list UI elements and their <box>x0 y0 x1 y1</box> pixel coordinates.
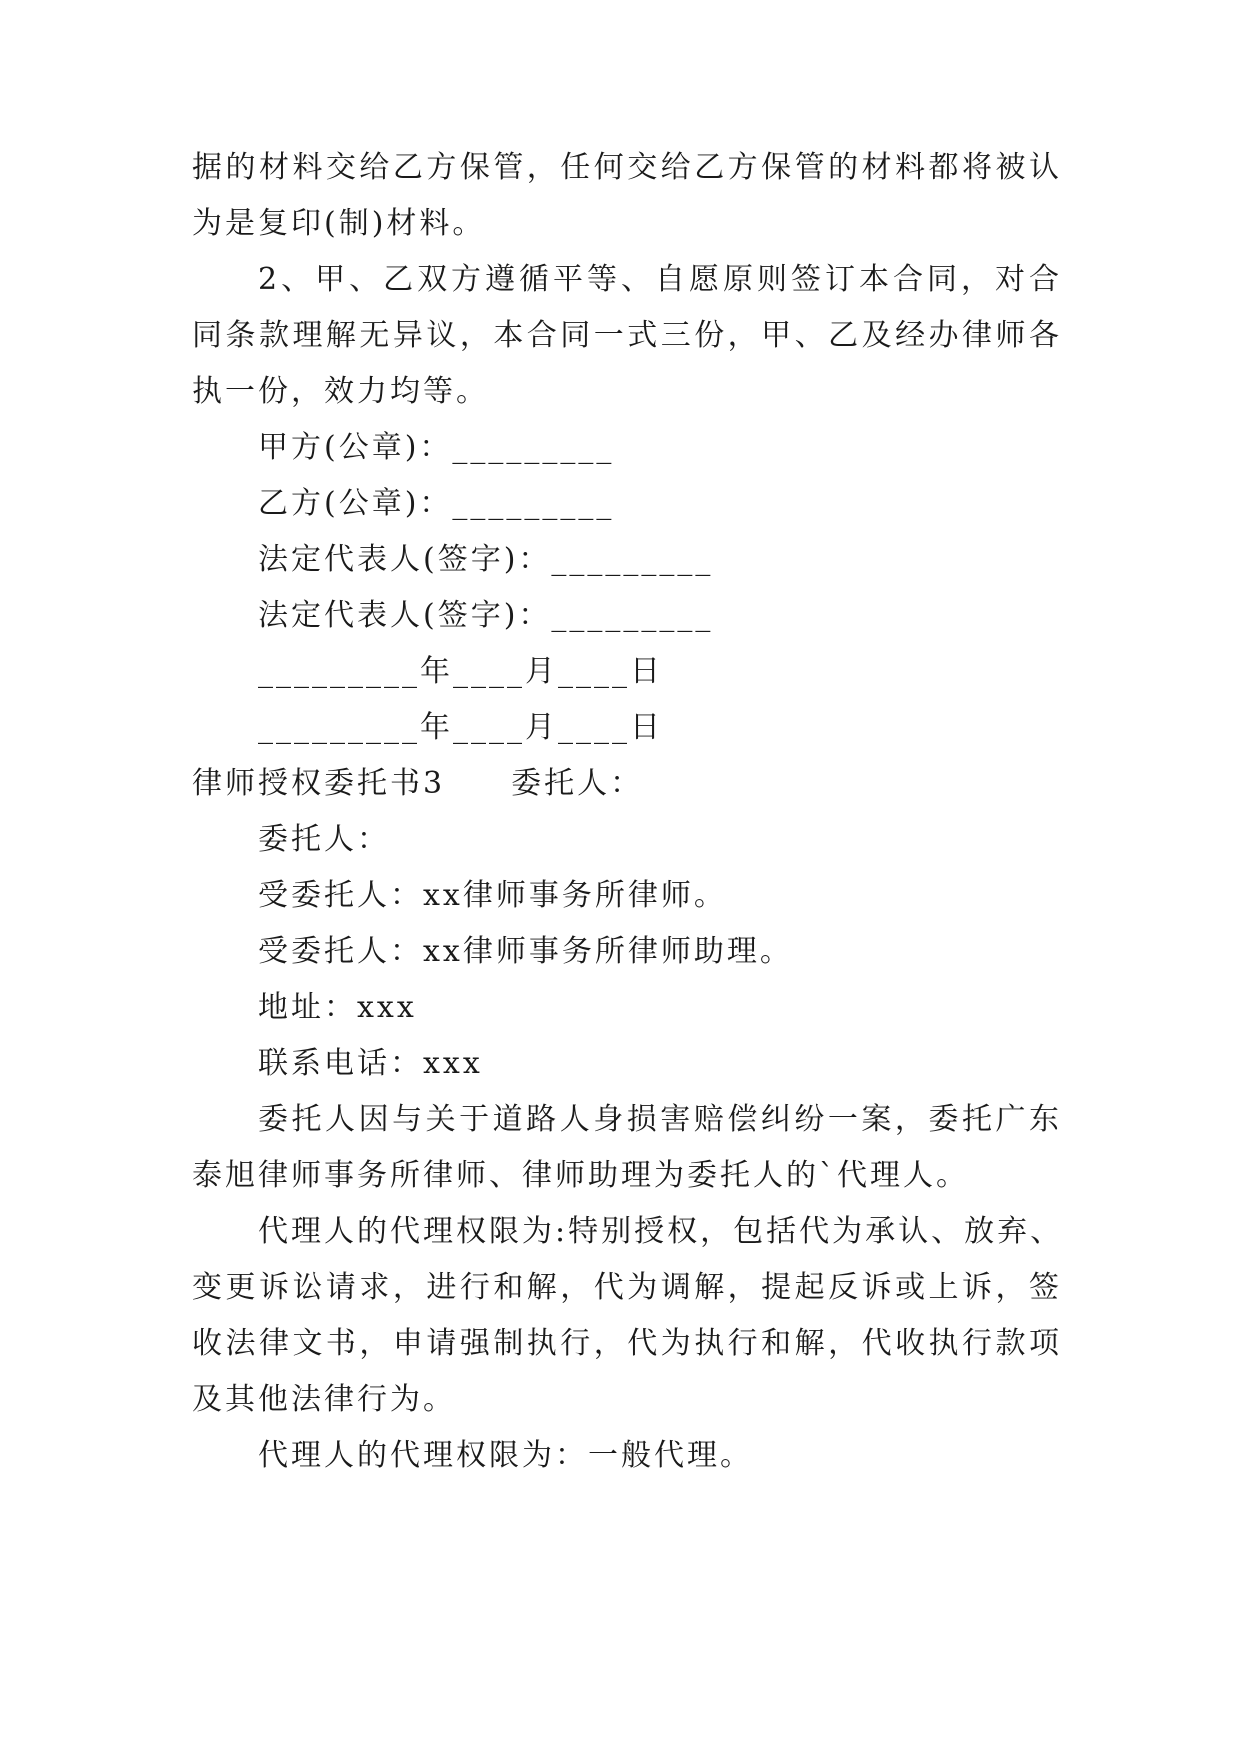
paragraph-line: 代理人的代理权限为:特别授权，包括代为承认、放弃、 <box>258 1214 1064 1249</box>
paragraph-line: 执一份，效力均等。 <box>192 374 489 409</box>
agent-line: 受委托人：xx律师事务所律师。 <box>258 878 727 913</box>
paragraph-line: 同条款理解无异议，本合同一式三份，甲、乙及经办律师各 <box>192 318 1062 353</box>
paragraph-line: 委托人因与关于道路人身损害赔偿纠纷一案，委托广东 <box>258 1102 1062 1137</box>
paragraph-line: 收法律文书，申请强制执行，代为执行和解，代收执行款项 <box>192 1326 1062 1361</box>
paragraph-line: 及其他法律行为。 <box>192 1382 456 1417</box>
agent-line: 受委托人：xx律师事务所律师助理。 <box>258 934 793 969</box>
paragraph-line: 2、甲、乙双方遵循平等、自愿原则签订本合同，对合 <box>258 262 1062 297</box>
signature-line-representative: 法定代表人(签字)：_________ <box>258 598 714 633</box>
paragraph-line: 泰旭律师事务所律师、律师助理为委托人的`代理人。 <box>192 1158 969 1193</box>
client-line: 委托人： <box>258 822 390 857</box>
signature-line-party-b: 乙方(公章)：_________ <box>258 486 615 521</box>
signature-line-party-a: 甲方(公章)：_________ <box>258 430 615 465</box>
date-line: _________年____月____日 <box>258 654 663 689</box>
date-line: _________年____月____日 <box>258 710 663 745</box>
paragraph-line: 代理人的代理权限为：一般代理。 <box>258 1438 753 1473</box>
paragraph-line: 据的材料交给乙方保管，任何交给乙方保管的材料都将被认 <box>192 150 1062 185</box>
signature-line-representative: 法定代表人(签字)：_________ <box>258 542 714 577</box>
section-title: 律师授权委托书3 委托人： <box>192 766 644 801</box>
address-line: 地址：xxx <box>258 990 417 1025</box>
paragraph-line: 为是复印(制)材料。 <box>192 206 486 241</box>
paragraph-line: 变更诉讼请求，进行和解，代为调解，提起反诉或上诉，签 <box>192 1270 1062 1305</box>
phone-line: 联系电话：xxx <box>258 1046 483 1081</box>
